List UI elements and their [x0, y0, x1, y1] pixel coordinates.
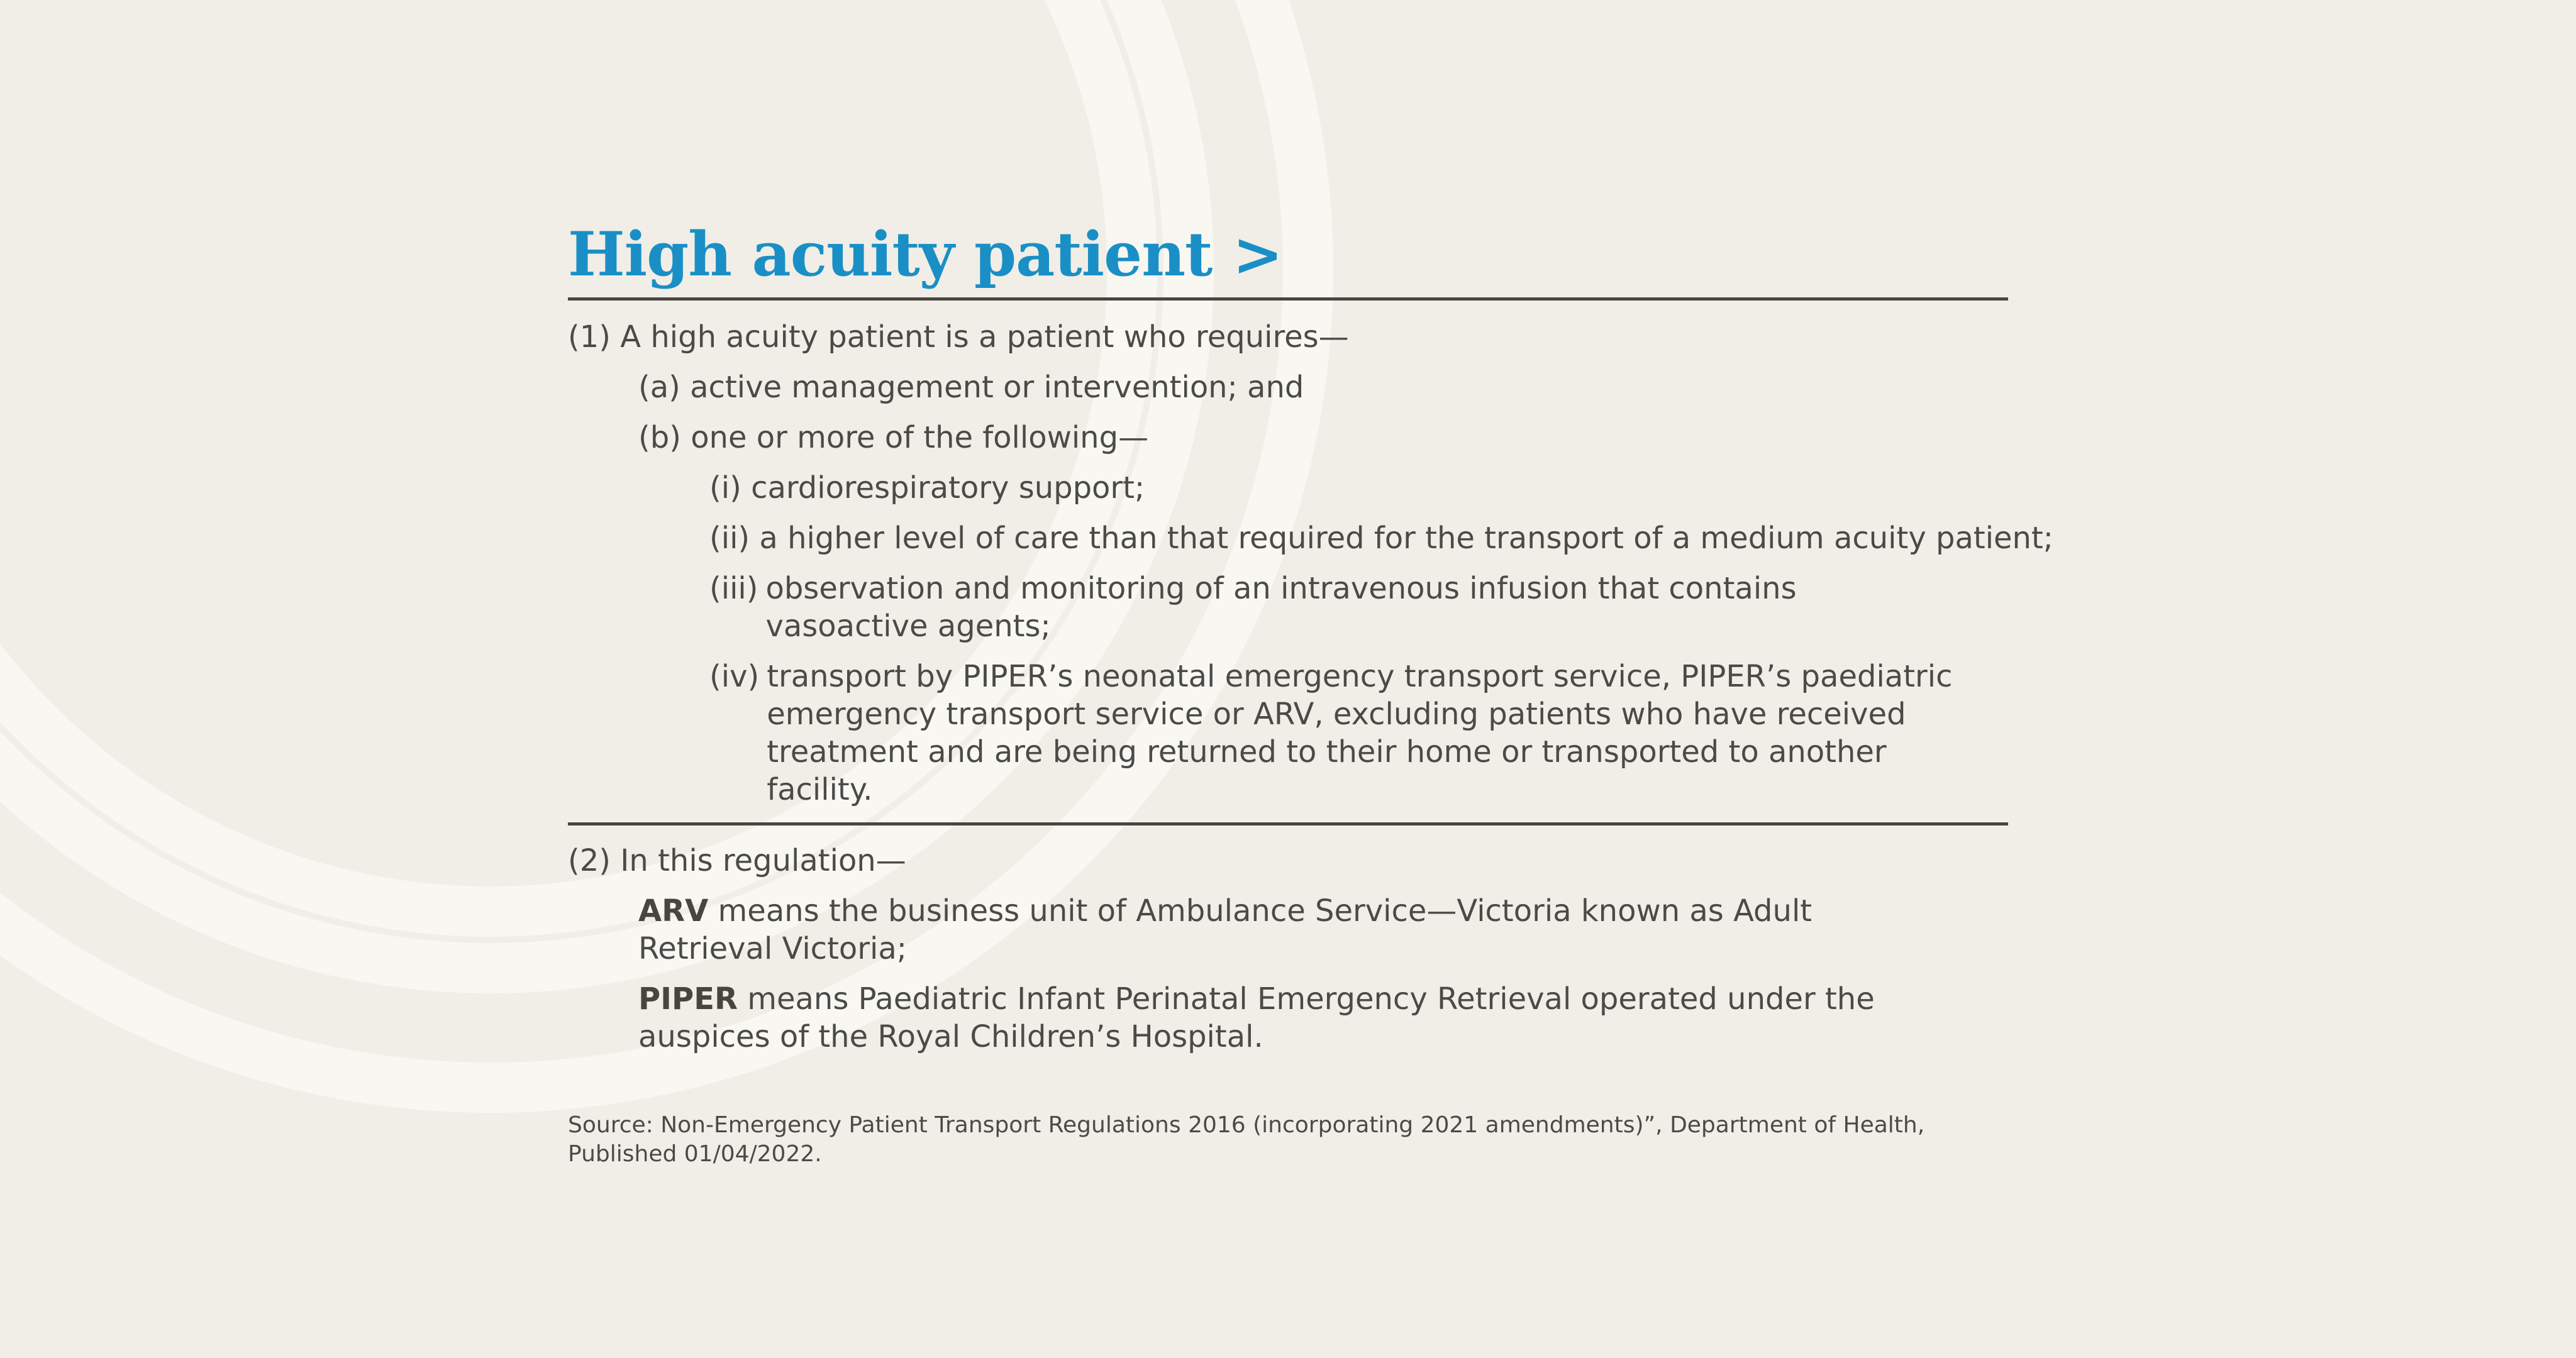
definition-term: PIPER [638, 981, 738, 1017]
definition-term: ARV [638, 893, 709, 929]
sub-item-i [568, 469, 2008, 507]
list-item-number: (b) [638, 420, 681, 455]
list-item-text: transport by PIPER’s neonatal emergency transport service, PIPER’s paediatric emergency transport service or ARV, excluding patients who have received treatment and are being returned to their home or transported to another facility. [767, 659, 1953, 807]
list-item-number: (i) [709, 470, 741, 505]
list-item-number: (iv) [709, 659, 760, 694]
list-item-text: cardiorespiratory support; [751, 470, 1145, 505]
section-2 [568, 825, 2008, 1056]
definition-text: means the business unit of Ambulance Service—Victoria known as Adult Retrieval Victoria; [638, 893, 1813, 966]
sub-item-iv [568, 658, 1967, 809]
page-title: High acuity patient > [568, 219, 1283, 290]
section-1 [568, 301, 2053, 809]
regulation-content [568, 217, 2053, 1191]
definition-arv [568, 892, 1946, 968]
sub-item-iii [568, 570, 1904, 645]
list-item-text: active management or intervention; and [690, 370, 1304, 405]
source-citation: Source: Non-Emergency Patient Transport Regulations 2016 (incorporating 2021 amendments)”, Department of Health, Published 01/04/2022. [568, 1112, 1925, 1167]
list-item-number: (a) [638, 370, 680, 405]
definition-text: means Paediatric Infant Perinatal Emergency Retrieval operated under the auspices of the Royal Children’s Hospital. [638, 981, 1875, 1054]
definition-piper [568, 980, 1946, 1056]
section-1-intro: (1) A high acuity patient is a patient who requires— [568, 319, 1349, 355]
list-item-a [568, 368, 2008, 406]
section-2-intro: (2) In this regulation— [568, 843, 906, 878]
sub-item-ii [568, 519, 2053, 557]
list-item-text: observation and monitoring of an intravenous infusion that contains vasoactive agents; [765, 571, 1797, 644]
list-item-number: (ii) [709, 521, 750, 556]
list-item-text: one or more of the following— [691, 420, 1149, 455]
list-item-number: (iii) [709, 571, 758, 606]
list-item-b [568, 419, 2008, 456]
list-item-text: a higher level of care than that required for the transport of a medium acuity patient; [759, 521, 2053, 556]
